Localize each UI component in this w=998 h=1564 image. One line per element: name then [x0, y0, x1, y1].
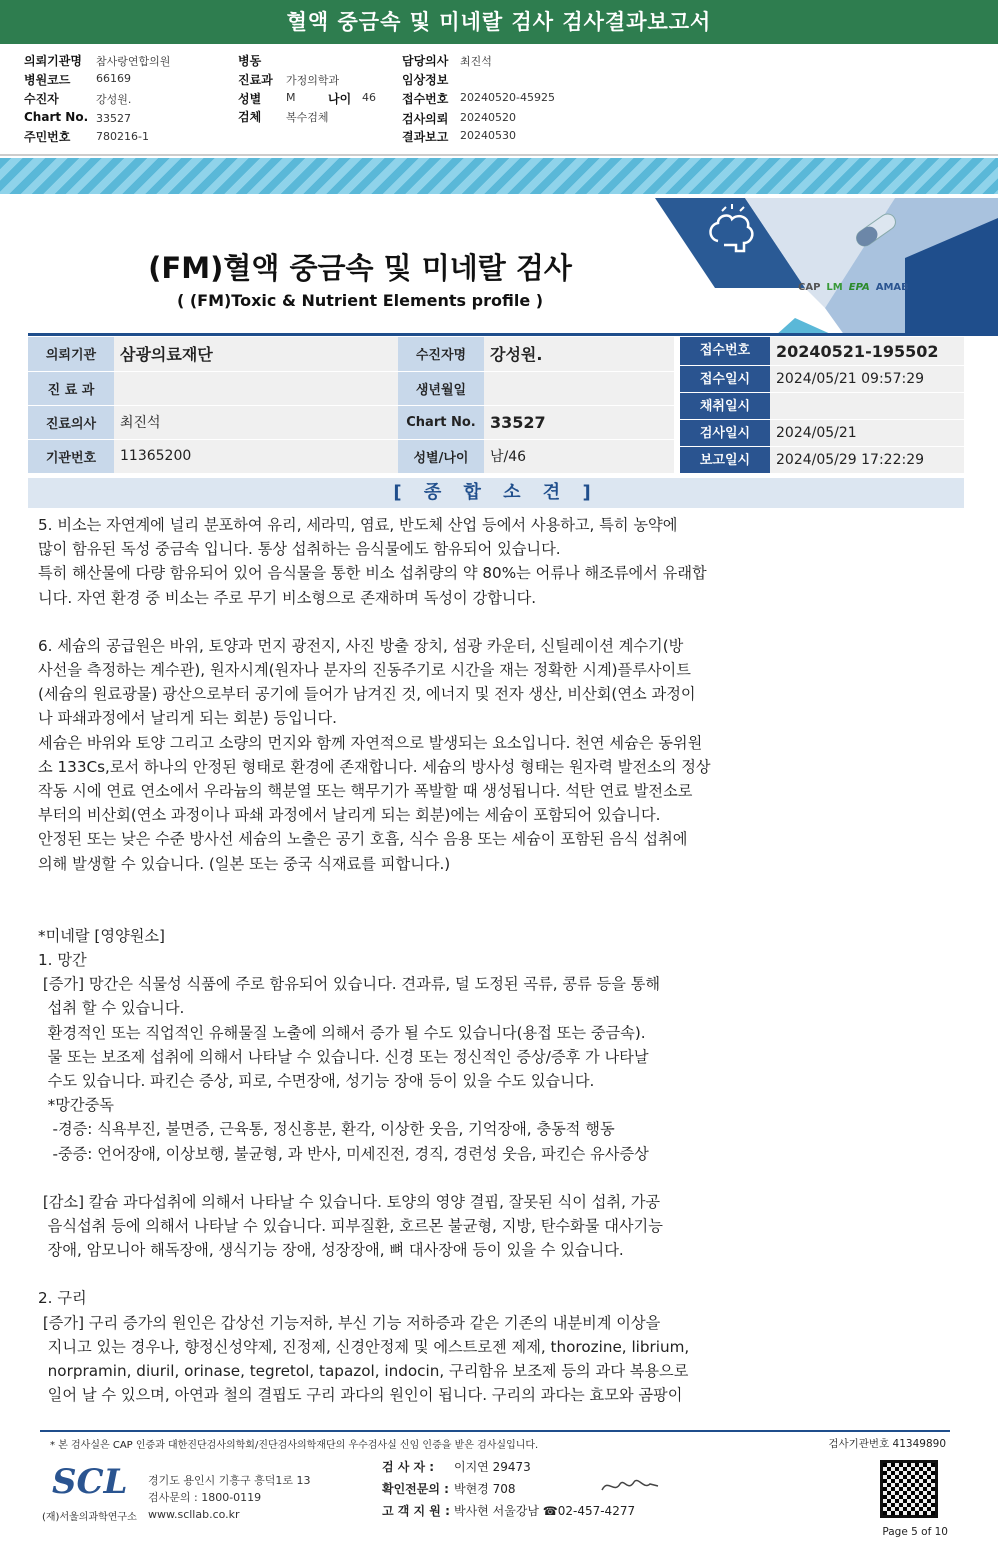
receipt-box [680, 337, 964, 474]
meta-inst-label: 의뢰기관명 [24, 54, 82, 68]
meta-doctor-label: 담당의사 [402, 54, 449, 68]
footer-address [148, 1472, 311, 1523]
signature-icon [600, 1474, 660, 1498]
rbox-test-value: 2024/05/21 [770, 420, 964, 446]
accreditation-logos [798, 282, 909, 293]
info-inst-value: 삼광의료재단 [114, 337, 398, 371]
meta-clinical-label: 임상정보 [402, 73, 449, 87]
confirm-label: 확인전문의 : [382, 1482, 449, 1496]
footer-website[interactable]: www.scllab.co.kr [148, 1508, 240, 1521]
rbox-receipt-value: 20240521-195502 [770, 337, 964, 365]
rbox-collect-label: 채취일시 [680, 393, 770, 419]
summary-paragraph: 6. 세슘의 공급원은 바위, 토양과 먼지 광전지, 사진 방출 장치, 섬광 카운터, 신틸레이션 계수기(방 사선을 측정하는 계수관), 원자시계(원자나 분자의 진동주기로 시간을 재는 정확한 시계)플루사이트 (세슘의 원료광물) 광산으로부터 공기에 들어가 남겨진 것, 에너지 및 전자 생산, 비산회(연소 과정이 나 파쇄과정에서 날리게 되는 회분) 등입니다. 세슘은 바위와 토양 그리고 소량의 먼지와 함께 자연적으로 발생되는 요소입니다. 천연 세슘은 동위원 소 133Cs,로서 하나의 안정된 형태로 환경에 존재합니다. 세슘의 방사성 형태는 원자력 발전소의 정상 작동 시에 연료 연소에서 우라늄의 핵분열 또는 핵무기가 폭발할 때 생성됩니다. 석탄 연료 발전소로 부터의 비산회(연소 과정이나 파쇄 과정에서 날리게 되는 회분)에는 세슘이 포함되어 있습니다. 안정된 또는 낮은 수준 방사선 세슘의 노출은 공기 호흡, 식수 음용 또는 세슘이 포함된 음식 섭취에 의해 발생할 수 있습니다. (일본 또는 중국 식재료를 피합니다.) [38, 636, 711, 873]
scl-logo: SCL [52, 1462, 128, 1502]
meta-chart-label: Chart No. [24, 110, 89, 124]
meta-report-label: 결과보고 [402, 130, 449, 144]
info-instno-label: 기관번호 [28, 439, 114, 473]
meta-patient-label: 수진자 [24, 92, 59, 106]
qr-code-icon[interactable] [880, 1460, 938, 1518]
meta-receipt-value: 20240520-45925 [460, 91, 555, 104]
info-doctor-value: 최진석 [114, 405, 398, 439]
meta-age-label: 나이 [328, 92, 352, 106]
main-title: (FM)혈액 중금속 및 미네랄 검사 [148, 251, 572, 285]
info-chart-label: Chart No. [398, 405, 484, 439]
info-birth-value [484, 371, 674, 405]
rbox-receipt-label: 접수번호 [680, 337, 770, 365]
summary-paragraph: *미네랄 [영양원소] 1. 망간 [증가] 망간은 식물성 식품에 주로 함유되어 있습니다. 견과류, 덜 도정된 곡류, 콩류 등을 통해 섭취 할 수 있습니다. 환경적인 또는 직업적인 유해물질 노출에 의해서 증가 될 수도 있습니다(용접 또는 중금속). 물 또는 보조제 섭취에 의해서 나타날 수 있습니다. 신경 또는 정신적인 증상/증후 가 나타날 수도 있습니다. 파킨슨 증상, 피로, 수면장애, 성기능 장애 등이 있을 수도 있습니다. *망간중독 -경증: 식욕부진, 불면증, 근육통, 정신흥분, 환각, 이상한 웃음, 기억장애, 충동적 행동 -중증: 언어장애, 이상보행, 불균형, 과 반사, 미세진전, 경직, 경련성 웃음, 파킨슨 유사증상 [38, 926, 661, 1163]
info-dept-value [114, 371, 398, 405]
info-birth-label: 생년월일 [398, 371, 484, 405]
info-instno-value: 11365200 [114, 439, 398, 473]
meta-report-value: 20240530 [460, 129, 516, 142]
footer-staff [382, 1456, 635, 1522]
capsule-icon [848, 210, 904, 250]
report-banner [0, 158, 998, 336]
footer-phone: 검사문의 : 1800-0119 [148, 1491, 262, 1504]
info-sexage-value: 남/46 [484, 439, 674, 473]
rbox-report-value: 2024/05/29 17:22:29 [770, 447, 964, 473]
info-inst-label: 의뢰기관 [28, 337, 114, 371]
meta-chart-value: 33527 [96, 112, 131, 125]
info-sexage-label: 성별/나이 [398, 439, 484, 473]
footer-note: * 본 검사실은 CAP 인증과 대한진단검사의학회/진단검사의학재단의 우수검사실 신임 인증을 받은 검사실입니다. [50, 1440, 539, 1451]
info-patient-value: 강성원. [484, 337, 674, 371]
page-number: Page 5 of 10 [882, 1526, 948, 1538]
meta-specimen-value: 복수검체 [286, 111, 329, 124]
meta-code-label: 병원코드 [24, 73, 71, 87]
info-chart-value: 33527 [484, 405, 674, 439]
info-top-line [28, 333, 964, 336]
footer-registration: 검사기관번호 41349890 [828, 1438, 946, 1450]
report-footer [40, 1430, 950, 1546]
rbox-report-label: 보고일시 [680, 447, 770, 473]
support-value: 박사현 서울강남 ☎02-457-4277 [454, 1504, 636, 1518]
epa-logo: EPA [848, 282, 870, 293]
meta-request-label: 검사의뢰 [402, 112, 449, 126]
scl-logo-subtitle: (재)서울의과학연구소 [42, 1512, 137, 1523]
tester-label: 검 사 자 : [382, 1460, 435, 1474]
summary-paragraph: [감소] 칼슘 과다섭취에 의해서 나타날 수 있습니다. 토양의 영양 결핍, 잘못된 식이 섭취, 가공 음식섭취 등에 의해서 나타날 수 있습니다. 피부질환, 호르몬 불균형, 지방, 탄수화물 대사기능 장애, 암모니아 해독장애, 생식기능 장애, 성장장애, 뼈 대사장애 등이 있을 수 있습니다. [42, 1192, 663, 1260]
meta-dept-value: 가정의학과 [286, 74, 340, 87]
meta-request-value: 20240520 [460, 111, 516, 124]
summary-paragraph: 5. 비소는 자연계에 널리 분포하여 유리, 세라믹, 염료, 반도체 산업 등에서 사용하고, 특히 농약에 많이 함유된 독성 중금속 입니다. 통상 섭취하는 음식물에도 함유되어 있습니다. 특히 해산물에 다량 함유되어 있어 음식물을 통한 비소 섭취량의 약 80%는 어류나 해조류에서 유래합 니다. 자연 환경 중 비소는 주로 무기 비소형으로 존재하며 독성이 강합니다. [38, 516, 707, 607]
footer-address-line: 경기도 용인시 기흥구 흥덕1로 13 [148, 1474, 311, 1487]
rbox-receipt-date-label: 접수일시 [680, 366, 770, 392]
meta-ward-label: 병동 [238, 54, 262, 68]
meta-specimen-label: 검체 [238, 110, 262, 124]
rbox-receipt-date-value: 2024/05/21 09:57:29 [770, 366, 964, 392]
meta-receipt-label: 접수번호 [402, 92, 449, 106]
meta-code-value: 66169 [96, 72, 131, 85]
meta-section [0, 44, 998, 156]
tester-value: 이지연 29473 [454, 1460, 531, 1474]
support-label: 고 객 지 원 : [382, 1504, 450, 1518]
report-title: 혈액 중금속 및 미네랄 검사 검사결과보고서 [0, 0, 998, 44]
rbox-collect-value [770, 393, 964, 419]
summary-paragraph: 2. 구리 [증가] 구리 증가의 원인은 갑상선 기능저하, 부신 기능 저하증과 같은 기존의 내분비계 이상을 지니고 있는 경우나, 향정신성약제, 진정제, 신경안정제 및 에스트로젠 제제, thorozine, librium, norpramin, diuril, orinase, tegretol, tapazol, indocin, 구리함유 보조제 등의 과다 복용으로 일어 날 수 있으며, 아연과 철의 결핍도 구리 과다의 원인이 됩니다. 구리의 과다는 효모와 곰팡이 [38, 1289, 690, 1405]
summary-heading: [ 종 합 소 견 ] [28, 478, 964, 508]
confirm-value: 박현경 708 [454, 1482, 516, 1496]
sub-title: ( (FM)Toxic & Nutrient Elements profile ) [176, 291, 544, 310]
summary-body [38, 513, 778, 1408]
meta-patient-value: 강성원. [96, 93, 132, 106]
rbox-test-label: 검사일시 [680, 420, 770, 446]
meta-dept-label: 진료과 [238, 73, 273, 87]
info-dept-label: 진 료 과 [28, 371, 114, 405]
meta-rrn-value: 780216-1 [96, 130, 149, 143]
info-doctor-label: 진료의사 [28, 405, 114, 439]
meta-age-value: 46 [362, 91, 376, 104]
cap-logo: CAP [798, 282, 821, 293]
info-patient-label: 수진자명 [398, 337, 484, 371]
meta-inst-value: 참사랑연합의원 [96, 55, 171, 68]
meta-rrn-label: 주민번호 [24, 130, 71, 144]
amab-logo: AMAB [875, 282, 909, 293]
meta-doctor-value: 최진석 [460, 55, 492, 68]
meta-sex-label: 성별 [238, 92, 262, 106]
lm-logo: LM [826, 282, 843, 293]
meta-sex-value: M [286, 91, 296, 104]
